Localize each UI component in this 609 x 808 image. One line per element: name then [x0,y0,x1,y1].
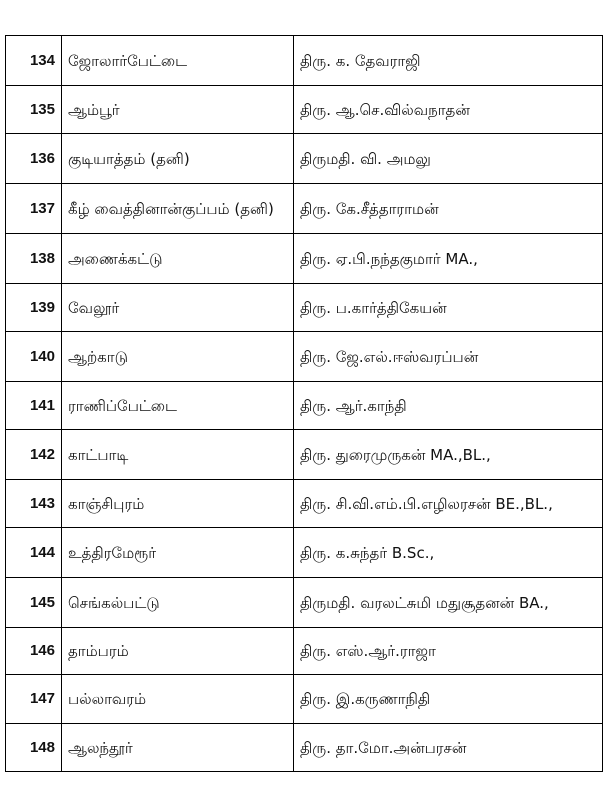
constituency-number: 134 [6,36,62,86]
candidate-name: திரு. ப.கார்த்திகேயன் [294,284,603,332]
candidate-name: திரு. கே.சீத்தாராமன் [294,184,603,234]
constituency-number: 137 [6,184,62,234]
constituency-number: 148 [6,724,62,772]
candidate-name: திரு. ஆர்.காந்தி [294,382,603,430]
candidate-name: திருமதி. வரலட்சுமி மதுசூதனன் BA., [294,578,603,628]
constituency-name: தாம்பரம் [62,628,294,675]
constituency-name: உத்திரமேரூர் [62,528,294,578]
constituency-name: குடியாத்தம் (தனி) [62,134,294,184]
constituency-number: 146 [6,628,62,675]
table-row [6,184,603,234]
constituency-number: 145 [6,578,62,628]
table-row [6,675,603,724]
constituency-number: 138 [6,234,62,284]
candidate-name: திரு. ஆ.செ.வில்வநாதன் [294,86,603,134]
candidate-name: திரு. ஏ.பி.நந்தகுமார் MA., [294,234,603,284]
constituency-number: 144 [6,528,62,578]
table-row [6,86,603,134]
table-row [6,430,603,480]
table-row [6,36,603,86]
constituency-number: 147 [6,675,62,724]
constituency-number: 142 [6,430,62,480]
constituency-number: 141 [6,382,62,430]
constituency-number: 140 [6,332,62,382]
table-row [6,480,603,528]
constituency-number: 139 [6,284,62,332]
candidate-name: திரு. ஜே.எல்.ஈஸ்வரப்பன் [294,332,603,382]
candidate-table [5,35,603,772]
constituency-number: 143 [6,480,62,528]
constituency-name: வேலூர் [62,284,294,332]
candidate-name: திரு. தா.மோ.அன்பரசன் [294,724,603,772]
table-row [6,234,603,284]
candidate-name: திரு. துரைமுருகன் MA.,BL., [294,430,603,480]
table-row [6,284,603,332]
constituency-name: ஆலந்தூர் [62,724,294,772]
table-row [6,528,603,578]
constituency-name: ஆம்பூர் [62,86,294,134]
constituency-name: ஆற்காடு [62,332,294,382]
constituency-name: செங்கல்பட்டு [62,578,294,628]
constituency-name: கீழ் வைத்தினான்குப்பம் (தனி) [62,184,294,234]
constituency-name: ஜோலார்பேட்டை [62,36,294,86]
candidate-name: திருமதி. வி. அமலு [294,134,603,184]
candidate-table-body [6,36,603,772]
candidate-name: திரு. க. தேவராஜி [294,36,603,86]
table-row [6,578,603,628]
table-row [6,724,603,772]
constituency-number: 135 [6,86,62,134]
table-row [6,628,603,675]
constituency-name: அணைக்கட்டு [62,234,294,284]
table-row [6,332,603,382]
constituency-name: காட்பாடி [62,430,294,480]
table-row [6,134,603,184]
candidate-name: திரு. இ.கருணாநிதி [294,675,603,724]
constituency-number: 136 [6,134,62,184]
candidate-name: திரு. சி.வி.எம்.பி.எழிலரசன் BE.,BL., [294,480,603,528]
candidate-name: திரு. எஸ்.ஆர்.ராஜா [294,628,603,675]
constituency-name: ராணிப்பேட்டை [62,382,294,430]
table-row [6,382,603,430]
candidate-name: திரு. க.சுந்தர் B.Sc., [294,528,603,578]
constituency-name: பல்லாவரம் [62,675,294,724]
constituency-name: காஞ்சிபுரம் [62,480,294,528]
